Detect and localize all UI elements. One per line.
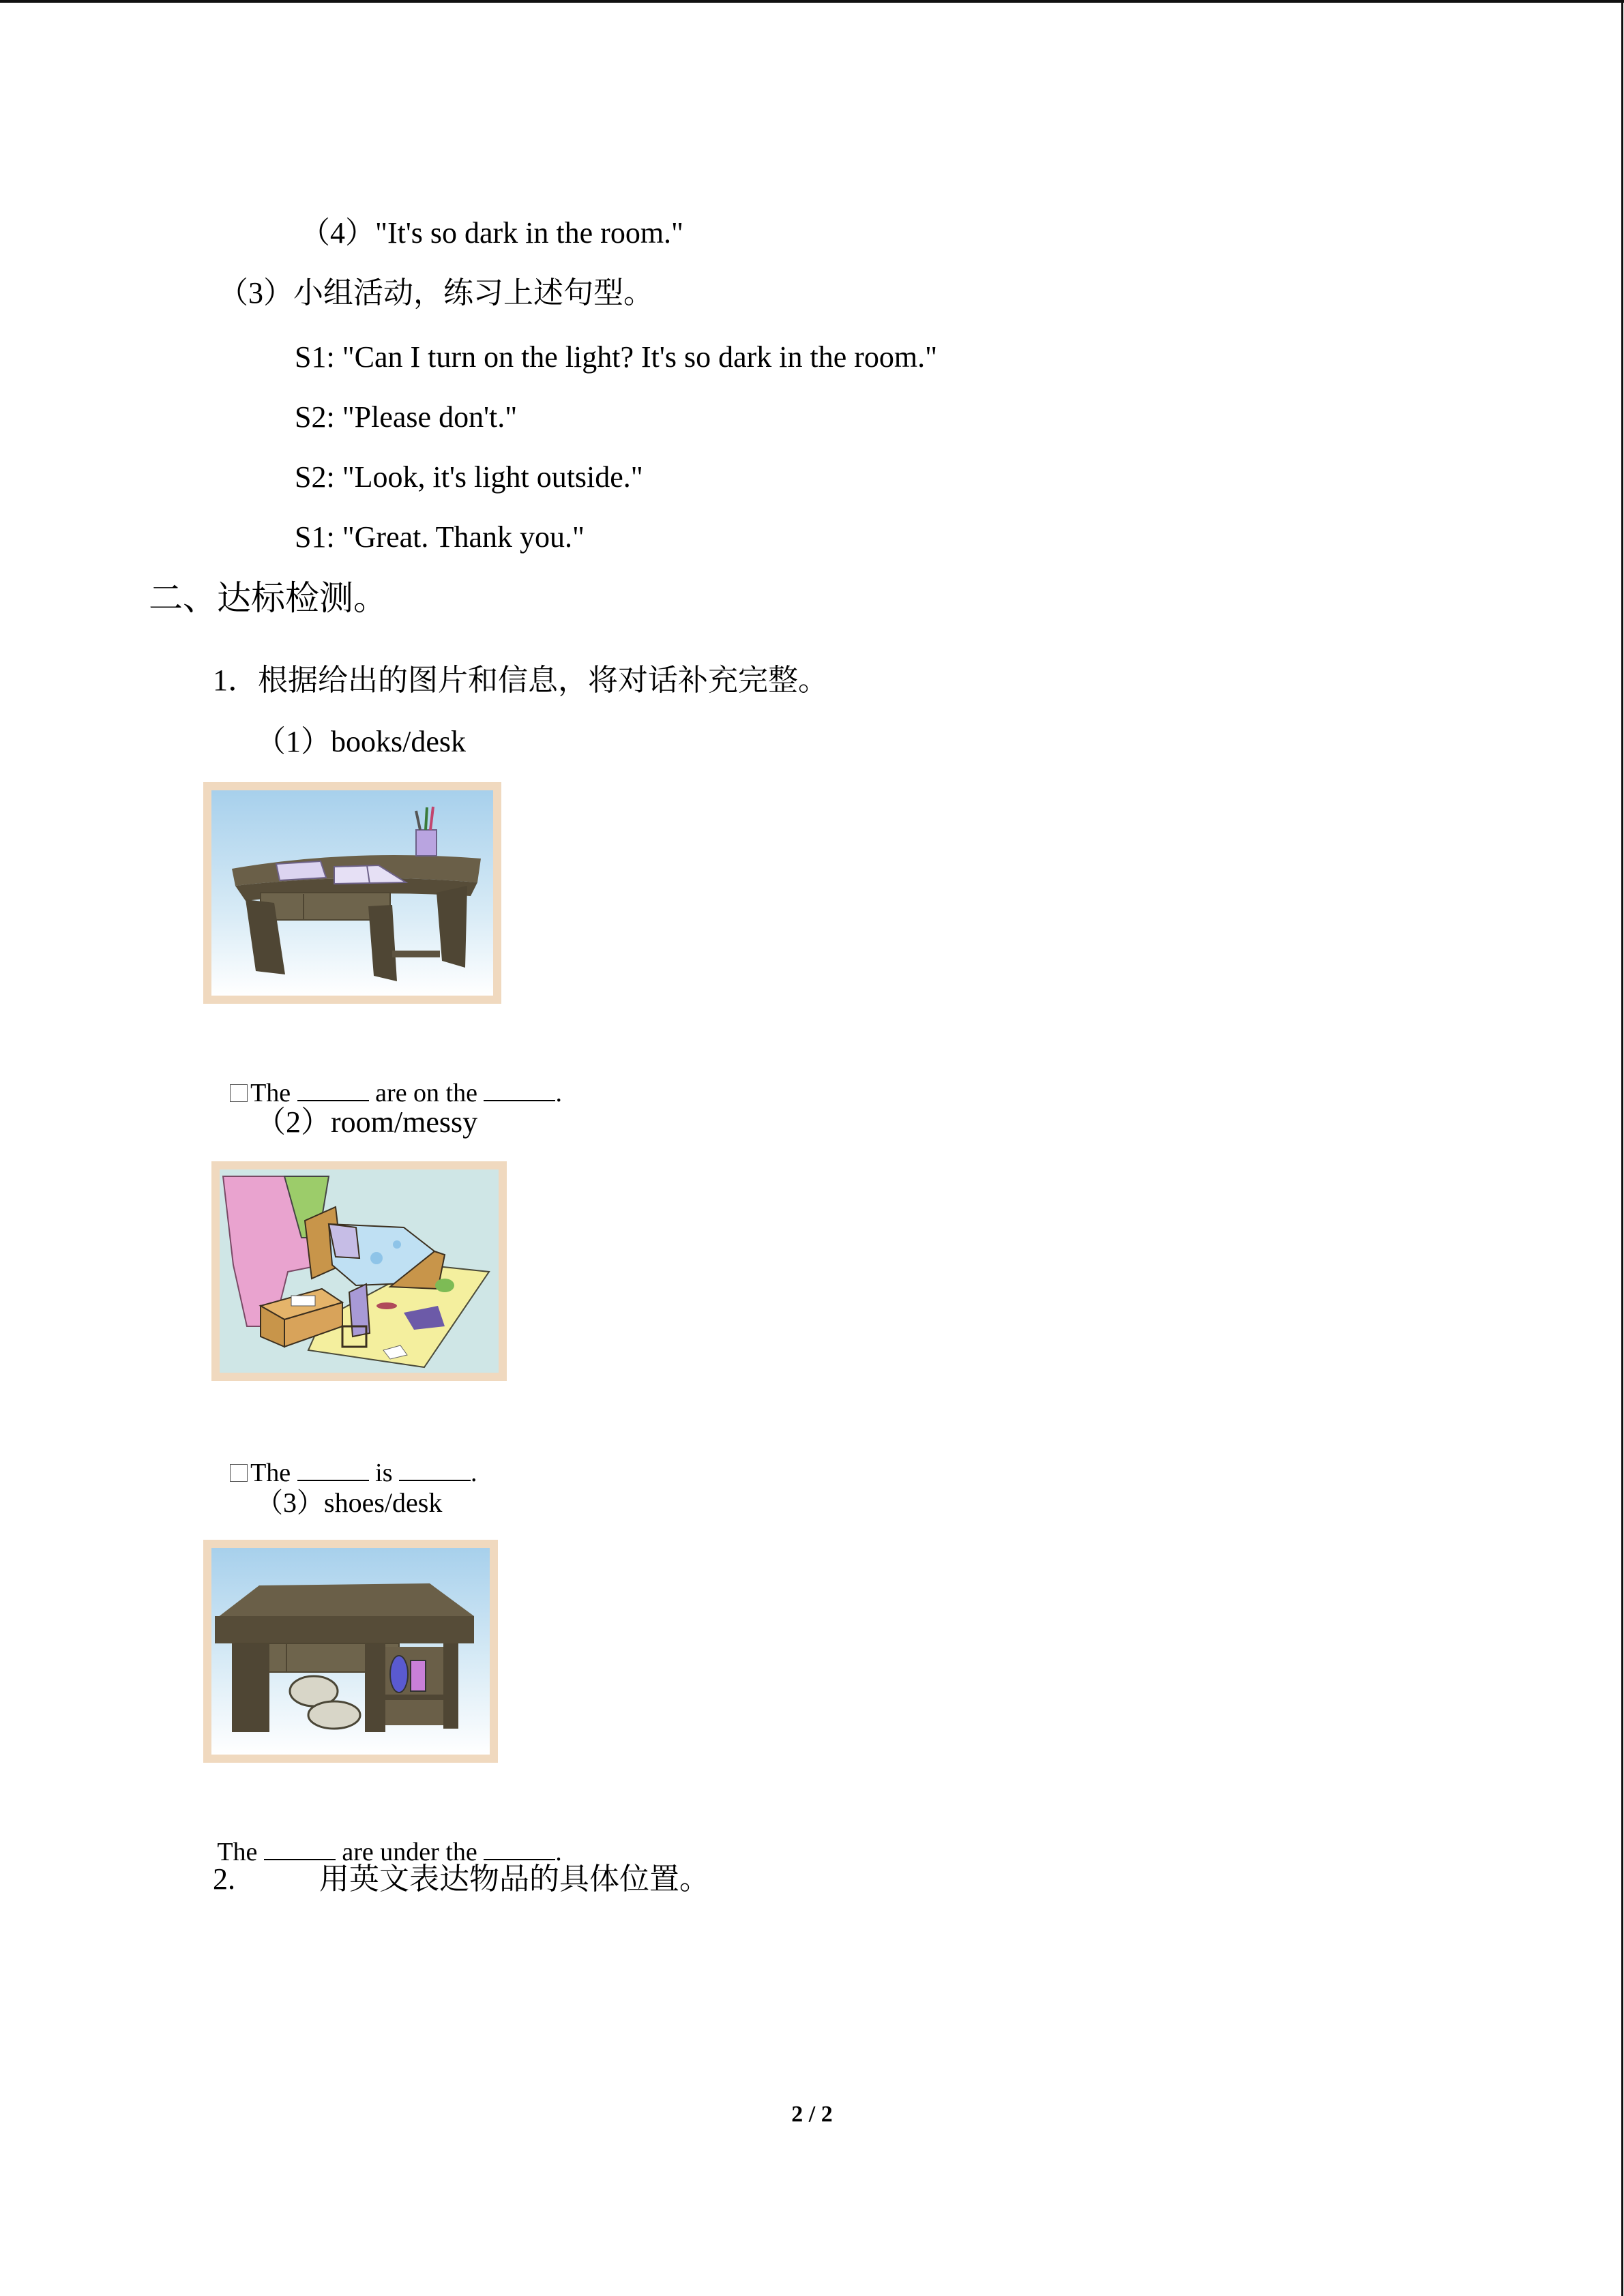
- page-top-border: [0, 0, 1624, 3]
- messy-room-image: [211, 1161, 507, 1381]
- sentence-3: The are under the .: [205, 1810, 562, 1865]
- shoes-under-desk-illustration: [211, 1548, 490, 1755]
- item-3-prompt: （3）shoes/desk: [256, 1487, 443, 1518]
- section-heading: 二、达标检测。: [149, 579, 387, 617]
- answer-blank-2a[interactable]: [297, 1457, 369, 1481]
- answer-blank-3b[interactable]: [484, 1836, 555, 1860]
- answer-blank-3a[interactable]: [264, 1836, 336, 1860]
- dialogue-line-3: S2: "Look, it's light outside.": [295, 460, 643, 494]
- question-2-number: 2.: [213, 1862, 235, 1896]
- checkbox-glyph-icon: [230, 1084, 248, 1102]
- answer-blank-2b[interactable]: [399, 1457, 471, 1481]
- item-2-prompt: （2）room/messy: [256, 1105, 478, 1139]
- sentence-1: The are on the .: [217, 1051, 562, 1106]
- sentence-2: The is .: [217, 1431, 477, 1486]
- page-number: 2 / 2: [791, 2102, 833, 2127]
- question-2-label: 用英文表达物品的具体位置。: [319, 1862, 709, 1896]
- dialogue-line-1: S1: "Can I turn on the light? It's so dark in the room.": [295, 340, 938, 374]
- shoes-desk-image: [203, 1540, 498, 1763]
- answer-blank-1a[interactable]: [297, 1077, 369, 1101]
- item-3-heading: （3）小组活动，练习上述句型。: [218, 276, 653, 310]
- dialogue-line-2: S2: "Please don't.": [295, 400, 518, 434]
- page-right-border: [1621, 0, 1623, 2296]
- dialogue-line-4: S1: "Great. Thank you.": [295, 520, 585, 554]
- question-1-label: 1．根据给出的图片和信息，将对话补充完整。: [213, 664, 828, 697]
- item-1-prompt: （1）books/desk: [256, 725, 466, 758]
- desk-books-illustration: [211, 790, 493, 996]
- messy-room-illustration: [220, 1169, 499, 1373]
- checkbox-glyph-icon: [230, 1464, 248, 1482]
- item-4-text: （4）"It's so dark in the room.": [300, 216, 684, 250]
- desk-books-image: [203, 782, 501, 1004]
- answer-blank-1b[interactable]: [484, 1077, 555, 1101]
